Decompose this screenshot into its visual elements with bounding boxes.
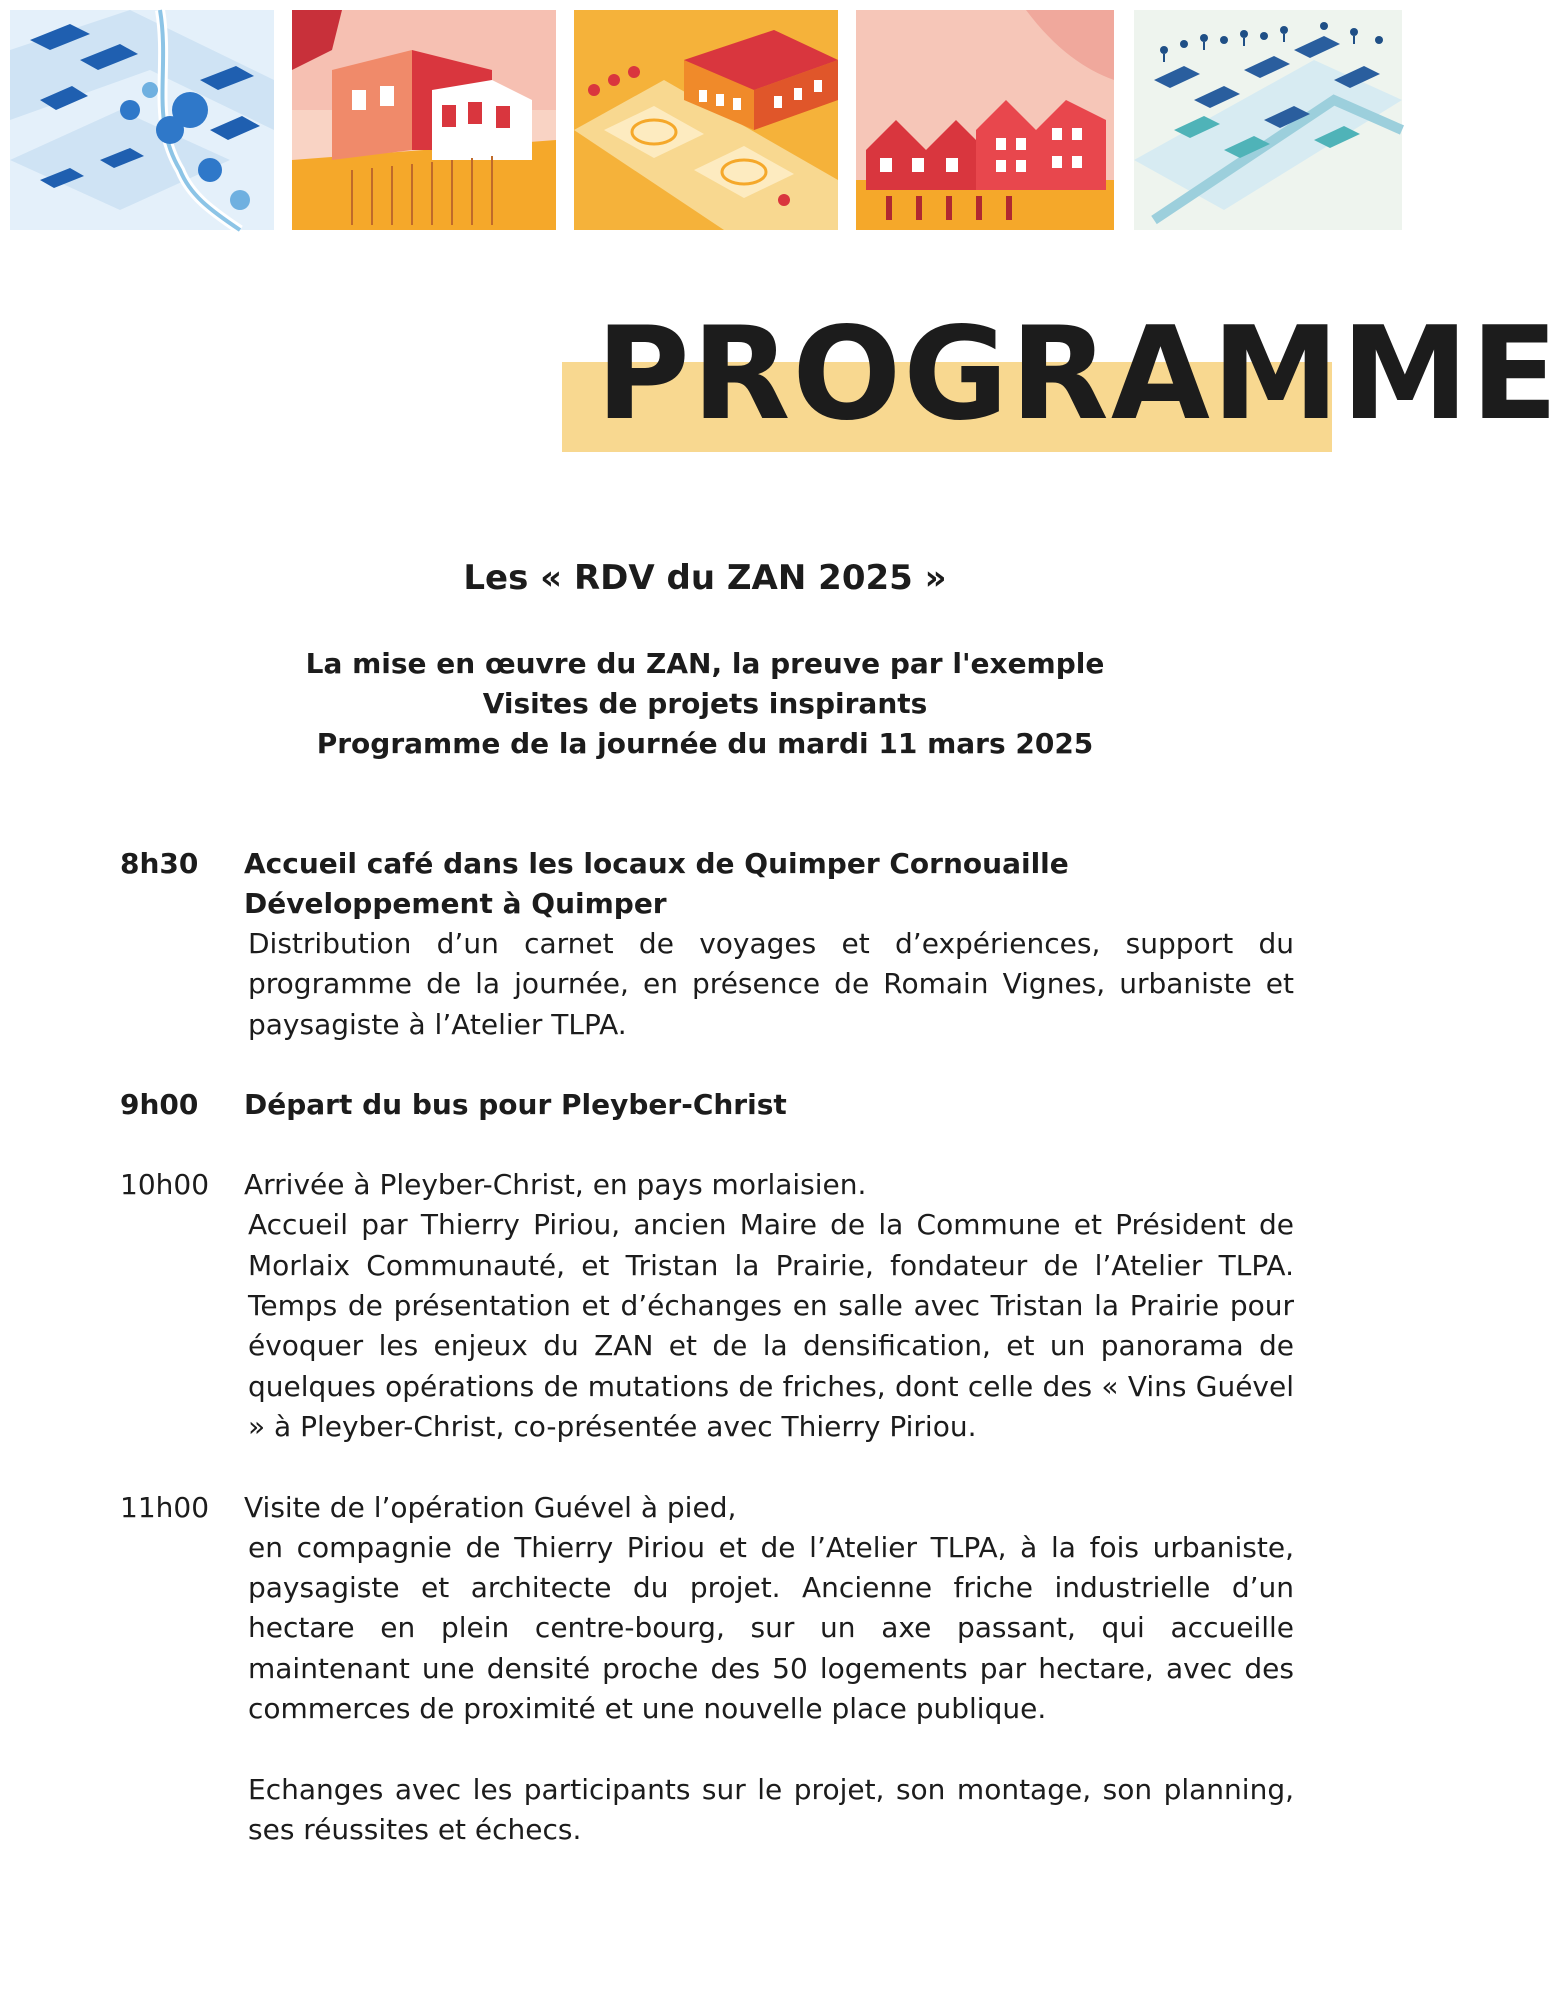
- page-title: PROGRAMME: [596, 300, 1560, 449]
- schedule-description: Echanges avec les participants sur le projet, son montage, son planning, ses réussites et échecs.: [248, 1772, 1294, 1847]
- illustration-orange-houses: [292, 10, 556, 230]
- schedule: [120, 844, 1294, 1891]
- schedule-item: [120, 1488, 1294, 1851]
- schedule-item: [120, 1085, 1294, 1125]
- illustration-row-houses: [856, 10, 1114, 230]
- event-subtitle: Programme de la journée du mardi 11 mars 2025: [316, 727, 1094, 760]
- illustration-blue-neighbourhood: [10, 10, 274, 230]
- schedule-item: [120, 1165, 1294, 1447]
- schedule-heading: Accueil café dans les locaux de Quimper Cornouaille Développement à Quimper: [244, 847, 1069, 920]
- schedule-description: en compagnie de Thierry Piriou et de l’Atelier TLPA, à la fois urbaniste, paysagiste et architecte du projet. Ancienne friche industrielle d’un hectare en plein centre-bourg, sur un axe passant, qui accueille maintenant une densité proche des 50 logements par hectare, avec des commerces de proximité et une nouvelle place publique.: [248, 1530, 1294, 1726]
- schedule-time: 9h00: [120, 1088, 199, 1122]
- schedule-time: 11h00: [120, 1490, 210, 1524]
- event-title: Les « RDV du ZAN 2025 »: [463, 558, 947, 598]
- illustration-courtyard-building: [574, 10, 838, 230]
- schedule-heading: Départ du bus pour Pleyber-Christ: [244, 1088, 787, 1122]
- schedule-time: 10h00: [120, 1168, 210, 1202]
- event-subtitle: La mise en œuvre du ZAN, la preuve par l'exemple: [305, 647, 1105, 680]
- event-subtitle: Visites de projets inspirants: [482, 687, 928, 720]
- schedule-description: Accueil par Thierry Piriou, ancien Maire de la Commune et Président de Morlaix Communauté, et Tristan la Prairie, fondateur de l’Atelier TLPA. Temps de présentation et d’échanges en salle avec Tristan la Prairie pour évoquer les enjeux du ZAN et de la densification, et un panorama de quelques opérations de mutations de friches, dont celle des « Vins Guével » à Pleyber-Christ, co-présentée avec Thierry Piriou.: [248, 1208, 1294, 1444]
- schedule-time: 8h30: [120, 847, 199, 880]
- event-subtitles: [0, 644, 1410, 764]
- schedule-heading: Visite de l’opération Guével à pied,: [244, 1490, 737, 1524]
- schedule-description: Distribution d’un carnet de voyages et d’expériences, support du programme de la journée, en présence de Romain Vignes, urbaniste et paysagiste à l’Atelier TLPA.: [248, 927, 1294, 1041]
- schedule-heading: Arrivée à Pleyber-Christ, en pays morlaisien.: [244, 1168, 867, 1202]
- schedule-item: [120, 844, 1294, 1045]
- header-illustrations: [10, 10, 1402, 230]
- illustration-teal-subdivision: [1134, 10, 1402, 230]
